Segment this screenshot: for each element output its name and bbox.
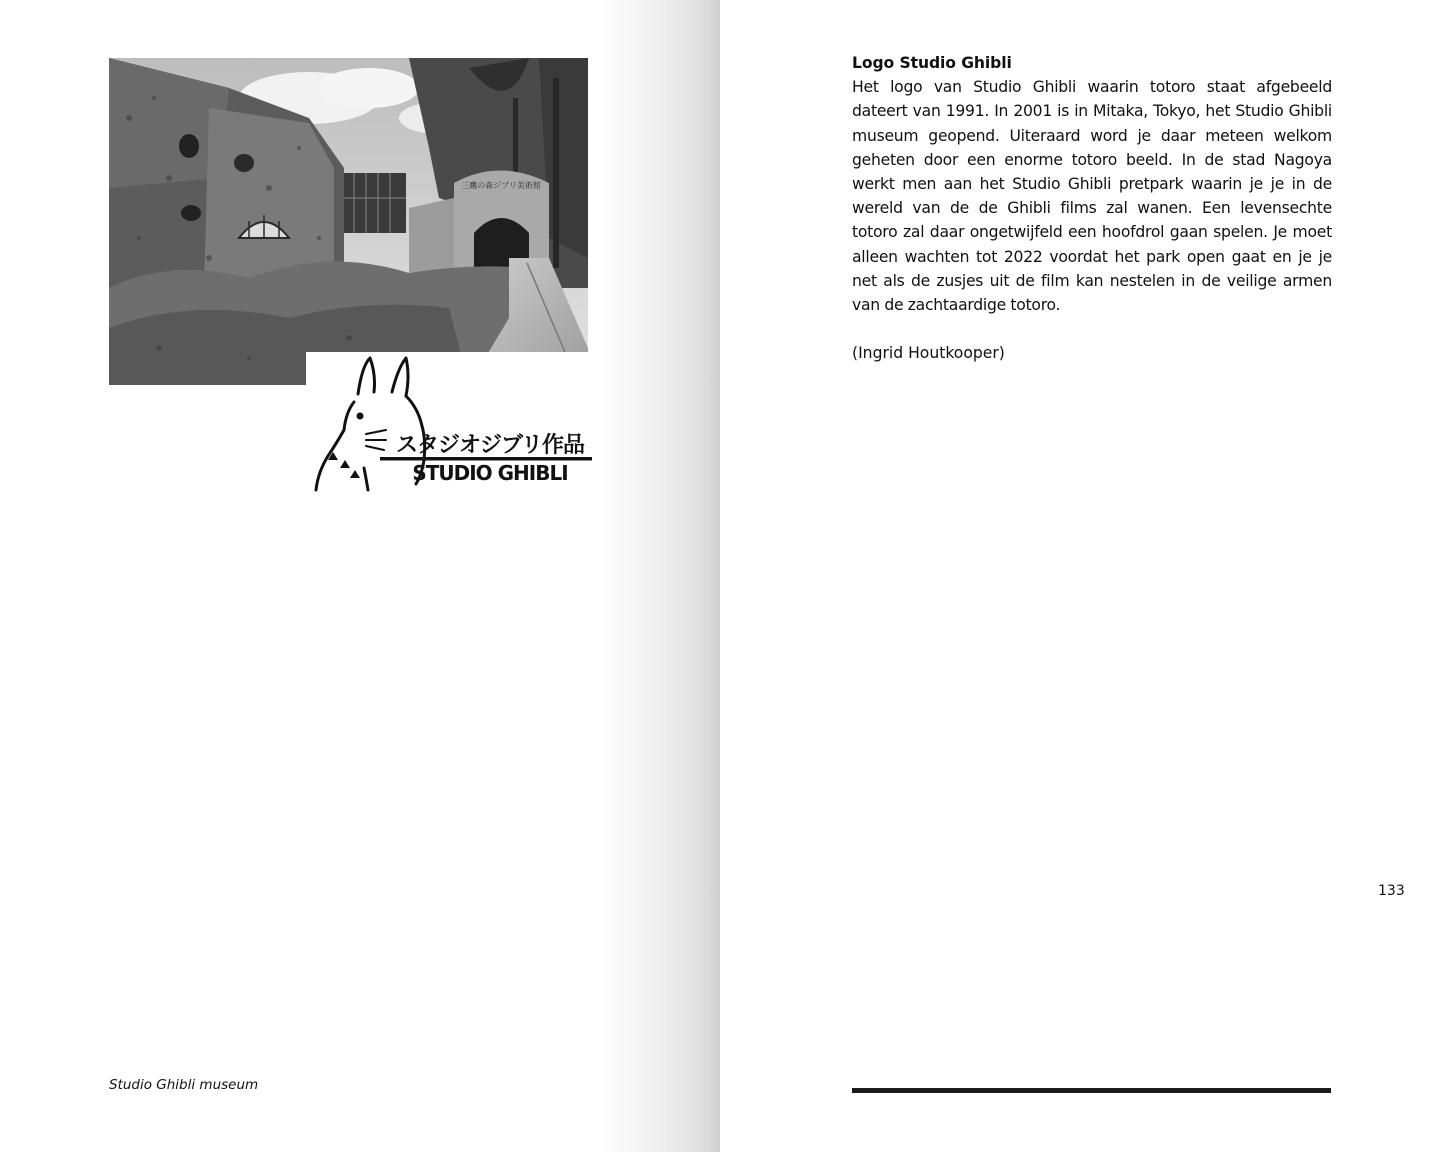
studio-ghibli-logo <box>306 352 598 510</box>
article <box>852 51 1332 366</box>
totoro-icon <box>316 358 425 490</box>
article-title: Logo Studio Ghibli <box>852 54 1012 72</box>
article-author: (Ingrid Houtkooper) <box>852 344 1005 363</box>
logo-latin: STUDIO GHIBLI <box>412 461 568 485</box>
logo-katakana: スタジオジブリ作品 <box>395 433 585 458</box>
photo-caption: Studio Ghibli museum <box>109 1077 259 1093</box>
page-number: 133 <box>1378 883 1405 899</box>
museum-sign: 三鷹の森ジブリ美術館 <box>461 181 541 190</box>
museum-photo <box>109 58 588 385</box>
bottom-rule <box>852 1088 1331 1093</box>
article-body: Het logo van Studio Ghibli waarin totoro staat afgebeeld dateert van 1991. In 2001 is in Mitaka, Tokyo, het Studio Ghibli museum geopend. Uiteraard word je daar meteen welkom geheten door een enorme totoro beeld. In de stad Nagoya werkt men aan het Studio Ghibli pretpark waarin je je in de wereld van de de Ghibli films zal wanen. Een levensechte totoro zal daar ongetwijfeld een hoofdrol gaan spelen. Je moet alleen wachten tot 2022 voordat het park open gaat en je je net als de zusjes uit de film kan nestelen in de veilige armen van de zachtaardige totoro. <box>852 78 1332 315</box>
right-page <box>720 0 1440 1152</box>
